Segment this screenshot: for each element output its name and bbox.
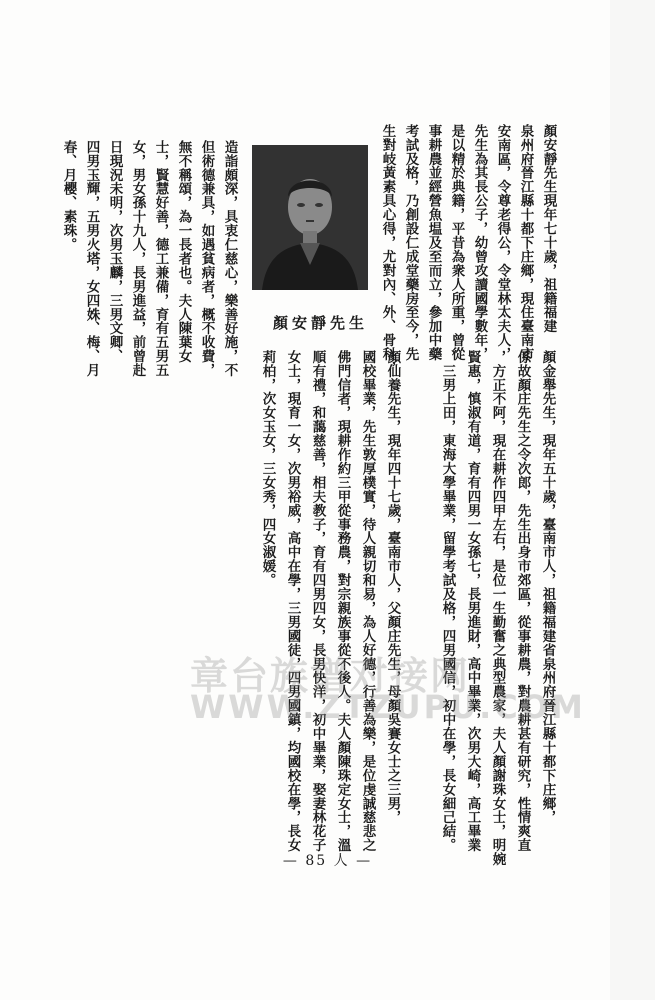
text-line: 顏仙養先生，現年四十七歲，臺南市人，父顏庄先生，母顏吳賽女士之三男， (384, 350, 401, 825)
page-number: — 85 人 — (282, 853, 373, 869)
text-line: 士，賢慧好善，德工兼備，育有五男五 (152, 140, 169, 378)
text-line: 先生為其長公子，幼曾攻讀國學數年， (471, 124, 488, 362)
text-line: 順有禮，和藹慈善，相夫教子，育有四男四女，長男快洋，初中畢業，娶妻林花子 (309, 350, 326, 853)
portrait-image (252, 145, 368, 290)
text-line: 造詣頗深，具衷仁慈心，樂善好施，不 (221, 140, 238, 378)
text-line: 顏安靜先生現年七十歲，祖籍福建 (540, 124, 557, 334)
text-line: 日現況未明，次男玉麟，三男文卿、 (106, 140, 123, 364)
watermark-text: 章台族谱对接网 (190, 654, 471, 698)
text-line: 、三男上田，東海大學畢業，留學考試及格，四男國信，初中在學，長女細己結。 (439, 350, 456, 853)
text-line: 國校畢業，先生敦厚樸實，待人親切和易，為人好德，行善為樂，是位虔誠慈悲之 (359, 350, 376, 853)
text-line: 莉柏，次女玉女，三女秀，四女淑媛。 (259, 350, 276, 588)
text-line: 事耕農並經營魚塭及至而立，參加中藥 (425, 124, 442, 362)
text-line: 女士，現育一女，次男裕威，高中在學，三男國徒，四男國鎮，均國校在學，長女 (284, 350, 301, 853)
text-line: 但術德兼具，如遇貧病者，概不收費， (198, 140, 215, 378)
text-line: 考試及格，乃創設仁成堂藥房至今，先 (402, 124, 419, 362)
text-line: 春、月櫻、素珠。 (60, 140, 77, 252)
portrait-photo (252, 145, 368, 290)
text-line: 顏金舉先生，現年五十歲，臺南市人，祖籍福建省泉州府晉江縣十都下庄鄉， (539, 350, 556, 825)
text-line: 四男玉輝，五男火塔，女四姝、梅、月 (83, 140, 100, 378)
text-line: 賢惠，慎淑有道，育有四男一女孫七，長男進財，高中畢業，次男大崎，高工畢業 (464, 350, 481, 853)
watermark-url: WWW.ZTZUPU.COM (190, 688, 586, 726)
text-line: 佛門信者，現耕作約三甲從事務農，對宗親族事從不後人。夫人顏陳珠定女士，溫 (334, 350, 351, 853)
scan-shadow (610, 0, 655, 1000)
text-line: 女，男女孫十九人，長男進益，前曾赴 (129, 140, 146, 378)
text-line: 安南區，令尊老得公，令堂林太夫人， (494, 124, 511, 362)
text-line: ，方正不阿，現在耕作四甲左右，是位一生勤奮之典型農家，夫人顏謝珠女士，明婉 (489, 350, 506, 867)
text-line: 無不稱頌，為一長者也。夫人陳葉女 (175, 140, 192, 364)
text-line: 是以精於典籍，平昔為衆人所重，曾從 (448, 124, 465, 362)
text-line: 係故顏庄先生之令次郎，先生出身市郊區，從事耕農，對農耕甚有研究，性情爽直 (514, 350, 531, 853)
text-line: 生對岐黃素具心得，尤對內、外、骨科， (379, 124, 396, 376)
photo-caption: 顏安靜先生 (273, 314, 369, 332)
text-line: 泉州府晉江縣十都下庄鄉，現住臺南市 (517, 124, 534, 362)
